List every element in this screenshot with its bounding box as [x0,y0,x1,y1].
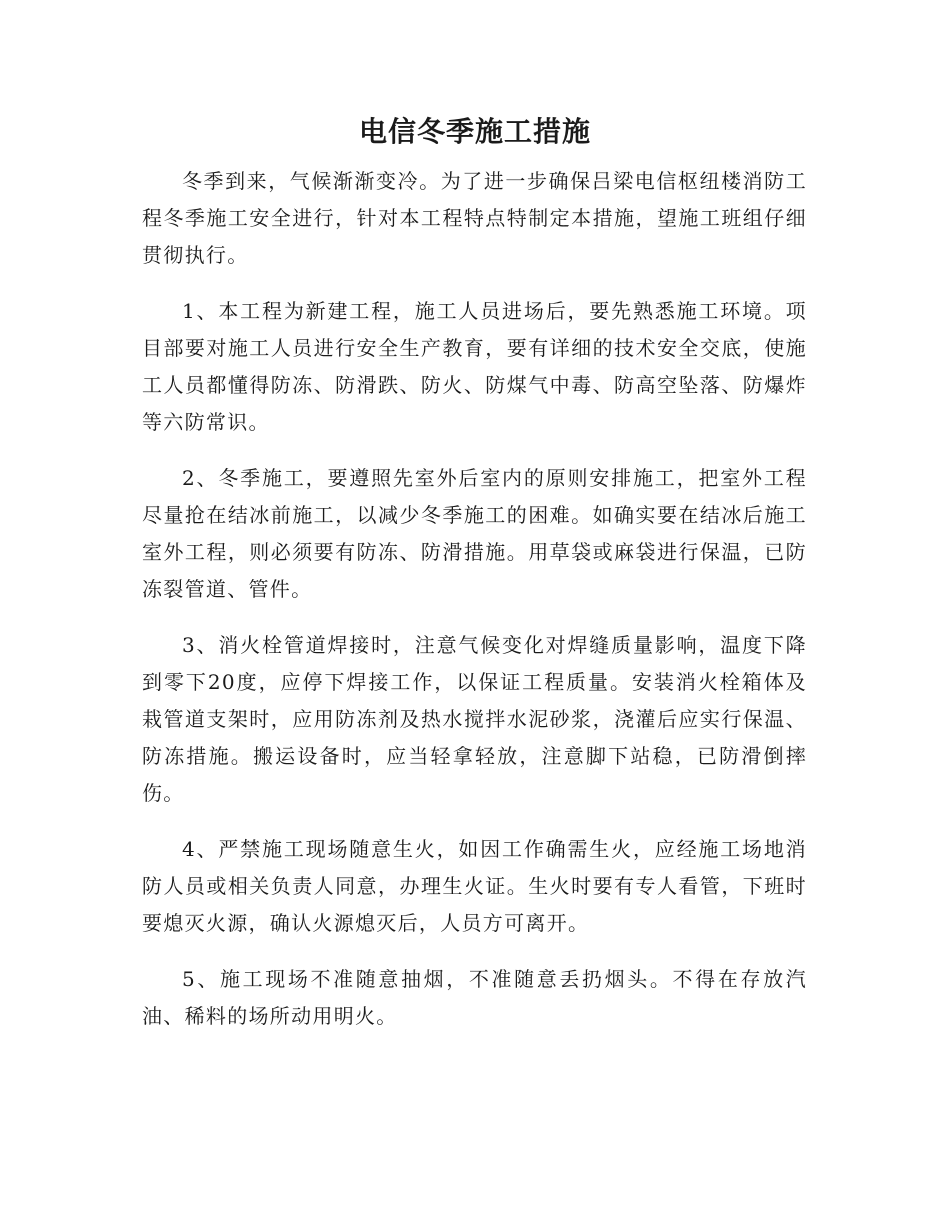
intro-paragraph: 冬季到来，气候渐渐变冷。为了进一步确保吕梁电信枢纽楼消防工程冬季施工安全进行，针对本工程特点特制定本措施，望施工班组仔细贯彻执行。 [142,169,807,267]
document-title: 电信冬季施工措施 [358,115,591,148]
measure-paragraph-1: 1、本工程为新建工程，施工人员进场后，要先熟悉施工环境。项目部要对施工人员进行安全生产教育，要有详细的技术安全交底，使施工人员都懂得防冻、防滑跌、防火、防煤气中毒、防高空坠落、防爆炸等六防常识。 [142,299,807,434]
measure-paragraph-2: 2、冬季施工，要遵照先室外后室内的原则安排施工，把室外工程尽量抢在结冰前施工，以减少冬季施工的困难。如确实要在结冰后施工室外工程，则必须要有防冻、防滑措施。用草袋或麻袋进行保温，已防冻裂管道、管件。 [142,466,807,601]
measure-paragraph-5: 5、施工现场不准随意抽烟，不准随意丢扔烟头。不得在存放汽油、稀料的场所动用明火。 [142,967,807,1028]
measure-paragraph-4: 4、严禁施工现场随意生火，如因工作确需生火，应经施工场地消防人员或相关负责人同意，办理生火证。生火时要有专人看管，下班时要熄灭火源，确认火源熄灭后，人员方可离开。 [142,837,807,935]
document-body [142,163,807,1054]
measure-paragraph-3: 3、消火栓管道焊接时，注意气候变化对焊缝质量影响，温度下降到零下20度，应停下焊接工作，以保证工程质量。安装消火栓箱体及栽管道支架时，应用防冻剂及热水搅拌水泥砂浆，浇灌后应实行保温、防冻措施。搬运设备时，应当轻拿轻放，注意脚下站稳，已防滑倒摔伤。 [142,633,807,805]
